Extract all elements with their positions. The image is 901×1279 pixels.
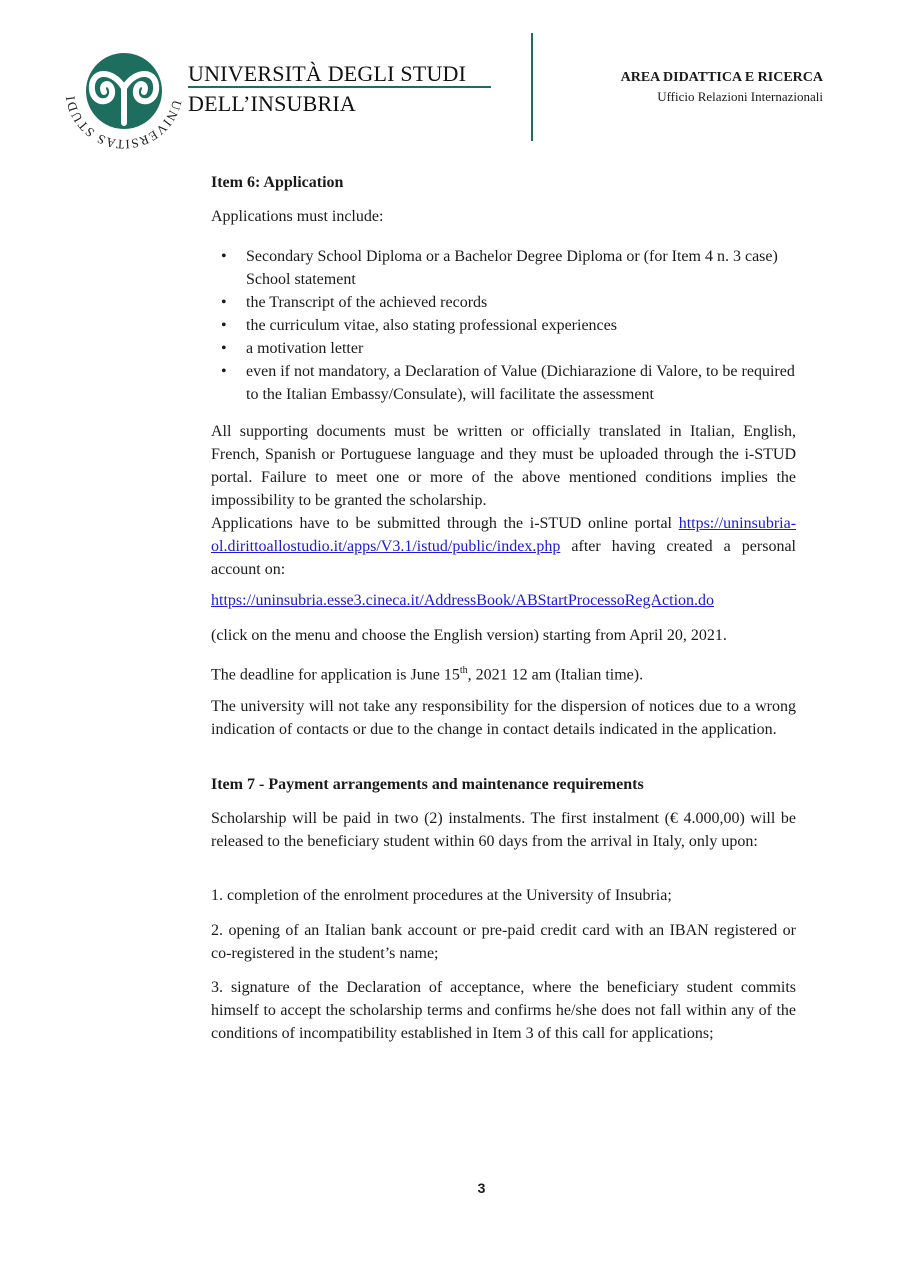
university-name-line2: DELL’INSUBRIA bbox=[188, 91, 357, 116]
submit-text-after: after having created a personal account on: bbox=[211, 538, 797, 578]
responsibility-paragraph: The university will not take any responsibility for the dispersion of notices due to a wrong indication of contacts or due to the change in contact details indicated in the application. bbox=[211, 698, 796, 738]
step-3: 3. signature of the Declaration of acceptance, where the beneficiary student commits himself to accept the scholarship terms and confirms he/she does not fall within any of the conditions of incompatibility established in Item 3 of this call for applications; bbox=[211, 979, 796, 1042]
deadline-text: The deadline for application is June 15 bbox=[211, 666, 460, 684]
step-2: 2. opening of an Italian bank account or pre-paid credit card with an IBAN registered or co-registered in the student’s name; bbox=[211, 922, 796, 962]
documents-paragraph: All supporting documents must be written or officially translated in Italian, English, French, Spanish or Portuguese language and they must be uploaded through the i-STUD portal. Failure to meet one or more of the above mentioned conditions implies the impossibility to be granted the scholarship. bbox=[211, 423, 796, 509]
area-title: AREA DIDATTICA E RICERCA bbox=[620, 70, 823, 85]
portal-link[interactable]: https://uninsubria-ol.dirittoallostudio.it/apps/V3.1/istud/public/index.php bbox=[211, 515, 797, 555]
submit-paragraph bbox=[211, 512, 796, 581]
item7-heading: Item 7 - Payment arrangements and maintenance requirements bbox=[211, 776, 644, 793]
page-number: 3 bbox=[477, 1180, 486, 1196]
list-item: • even if not mandatory, a Declaration of Value (Dichiarazione di Valore, to be required to the Italian Embassy/Consulate), will facilitate the assessment bbox=[211, 360, 796, 406]
university-logo bbox=[62, 28, 186, 152]
item7-intro: Scholarship will be paid in two (2) instalments. The first instalment (€ 4.000,00) will be released to the beneficiary student within 60 days from the arrival in Italy, only upon: bbox=[211, 810, 796, 850]
submit-text: Applications have to be submitted through the i-STUD online portal bbox=[211, 515, 672, 532]
svg-text:UNIVERSITAS STUDIORUM INSUBRIA: UNIVERSITAS STUDI bbox=[62, 94, 185, 152]
item6-heading: Item 6: Application bbox=[211, 174, 344, 191]
office-name: Ufficio Relazioni Internazionali bbox=[657, 89, 823, 104]
requirements-list bbox=[211, 245, 796, 406]
deadline bbox=[211, 659, 796, 686]
item6-intro: Applications must include: bbox=[211, 208, 384, 225]
account-link[interactable]: https://uninsubria.esse3.cineca.it/AddressBook/ABStartProcessoRegAction.do bbox=[211, 592, 715, 609]
deadline-text-after: , 2021 12 am (Italian time). bbox=[467, 666, 644, 684]
list-item: • a motivation letter bbox=[211, 337, 796, 360]
menu-note: (click on the menu and choose the English version) starting from April 20, 2021. bbox=[211, 627, 727, 644]
list-item: • the Transcript of the achieved records bbox=[211, 291, 796, 314]
header-underline bbox=[188, 86, 491, 88]
university-name-line1: UNIVERSITÀ DEGLI STUDI bbox=[188, 61, 467, 86]
step-1: 1. completion of the enrolment procedures at the University of Insubria; bbox=[211, 887, 672, 904]
deadline-sup: th bbox=[459, 665, 468, 676]
list-item: • Secondary School Diploma or a Bachelor Degree Diploma or (for Item 4 n. 3 case) School statement bbox=[211, 245, 796, 291]
list-item: • the curriculum vitae, also stating professional experiences bbox=[211, 314, 796, 337]
header-divider bbox=[531, 33, 533, 141]
